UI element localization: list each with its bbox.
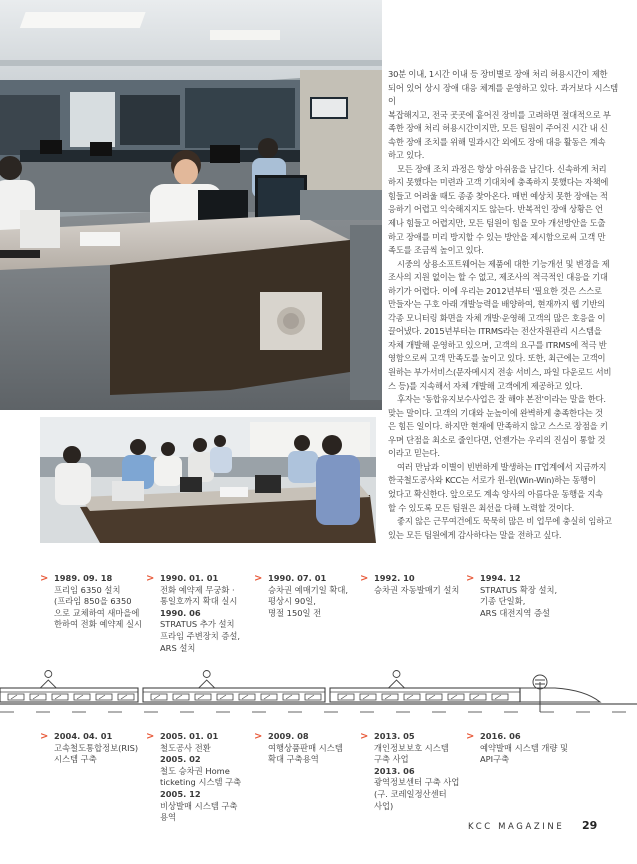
article-line: 조사의 지원 없이는 할 수 없고, 제조사의 적극적인 대응을 기대 xyxy=(388,272,608,283)
timeline-top-item xyxy=(146,573,252,654)
article-line: 만들자'는 구호 아래 개발능력을 배양하여, 현재까지 웹 기반의 xyxy=(388,299,605,310)
arrow-icon: > xyxy=(466,573,475,584)
timeline-text: 광역정보센터 구축 사업 xyxy=(374,777,460,788)
train-window-glare xyxy=(429,695,435,699)
train-window xyxy=(360,694,376,700)
train-window-glare xyxy=(242,695,248,699)
article-line: 하기가 어렵다. 이에 우리는 2012년부터 '필요한 것은 스스로 xyxy=(388,285,602,296)
arrow-icon: > xyxy=(146,573,155,584)
train-window xyxy=(426,694,442,700)
timeline-text: STRATUS 확장 설치, xyxy=(480,584,558,595)
train-window-glare xyxy=(286,695,292,699)
timeline-text: 프리임 6350 설치 xyxy=(54,584,121,595)
article-line: 있는 모든 팀원에게 감사하다는 말을 전하고 싶다. xyxy=(388,529,562,540)
office-photo-team xyxy=(40,417,376,543)
timeline-text: 명절 150일 전 xyxy=(268,607,322,618)
arrow-icon: > xyxy=(254,731,263,742)
article-line: 맞는 말이다. 고객의 기대와 눈높이에 완벽하게 충족한다는 것 xyxy=(388,407,603,418)
timeline-text: 철도 승차권 Home xyxy=(160,765,230,776)
timeline-top-item xyxy=(466,573,572,619)
timeline-bottom-item xyxy=(466,731,572,766)
article-line: 우며 단점을 최소로 줄인다면, 언젠가는 우리의 진심이 통할 것 xyxy=(388,434,606,445)
timeline-text: 전화 예약제 무궁화 · xyxy=(160,584,235,595)
timeline-text: 확대 구축용역 xyxy=(268,754,319,765)
timeline-date: 1989. 09. 18 xyxy=(54,573,113,583)
train-window xyxy=(283,694,299,700)
article-line: 되어 있어 상시 장애 대응 체계를 운영하고 있다. 과거보다 시스템이 xyxy=(388,82,618,107)
article-line: 속한 장애 조치를 위해 밀과시간 외에도 장애 대응 활동은 계속 xyxy=(388,136,606,147)
train-window-glare xyxy=(451,695,457,699)
article-line: 좋지 않은 근무여건에도 묵묵히 많은 비 업무에 충실히 임하고 xyxy=(397,516,612,527)
train-window xyxy=(382,694,398,700)
arrow-icon: > xyxy=(146,731,155,742)
train-window-glare xyxy=(473,695,479,699)
train-window xyxy=(470,694,486,700)
timeline-top-item xyxy=(254,573,360,619)
article-line: 하지 못했다는 미련과 고객 기대치에 충족하지 못했다는 자책에 xyxy=(388,177,609,188)
train-window xyxy=(52,694,68,700)
timeline-text: (프라임 850을 6350 xyxy=(54,596,132,607)
article-line: 끌어냈다. 2015년부터는 ITRMS라는 전산자원관리 시스템을 xyxy=(388,326,602,337)
train-car xyxy=(330,688,520,702)
timeline-text: 통일호까지 확대 실시 xyxy=(160,596,238,607)
train-window-glare xyxy=(176,695,182,699)
article-paragraph xyxy=(388,515,618,542)
timeline-text: 구축 사업 xyxy=(374,754,409,765)
arrow-icon: > xyxy=(254,573,263,584)
timeline-date: 1992. 10 xyxy=(374,573,415,583)
magazine-name: KCC MAGAZINE xyxy=(468,822,565,832)
timeline-text: 으로 교체하여 새마을에 xyxy=(54,607,140,618)
pantograph-head xyxy=(203,671,210,678)
timeline-date: 2005. 12 xyxy=(160,788,201,799)
train-window xyxy=(261,694,277,700)
timeline-date: 1994. 12 xyxy=(480,573,521,583)
timeline-text: 고속철도통합정보(RIS) xyxy=(54,742,139,753)
train-window-glare xyxy=(198,695,204,699)
timeline-text: 비상발매 시스템 구축 xyxy=(160,800,238,811)
pantograph xyxy=(40,680,56,688)
timeline-date: 1990. 07. 01 xyxy=(268,573,327,583)
timeline-text: ARS 대전지역 증설 xyxy=(480,607,551,618)
train-window xyxy=(239,694,255,700)
train-timeline-graphic xyxy=(0,652,637,722)
train-window xyxy=(8,694,24,700)
timeline-date: 2009. 08 xyxy=(268,731,309,741)
train-window xyxy=(448,694,464,700)
train-window-glare xyxy=(55,695,61,699)
timeline-bottom-item xyxy=(40,731,146,766)
article-line: 자체 개발해 운영하고 있으며, 고객의 요구를 ITRMS에 적극 반 xyxy=(388,339,607,350)
timeline-date: 2016. 06 xyxy=(480,731,521,741)
train-window xyxy=(173,694,189,700)
timeline-text: 시스템 구축 xyxy=(54,754,97,765)
pantograph-head xyxy=(393,671,400,678)
timeline-text: 사업) xyxy=(374,800,394,811)
arrow-icon: > xyxy=(40,573,49,584)
article-line: 이라고 믿는다. xyxy=(388,448,440,459)
article-line: 하고 있다. xyxy=(388,150,425,161)
train-window xyxy=(96,694,112,700)
article-line: 족한 장애 처리 허용시간이지만, 모든 팀원이 주어진 시간 내 신 xyxy=(388,123,608,134)
article-line: 힘들고 어려울 때도 종종 찾아온다. 매번 예상치 못한 장애는 적 xyxy=(388,190,608,201)
timeline-top-item xyxy=(40,573,146,631)
timeline-date: 1990. 06 xyxy=(160,607,201,618)
timeline-text: ticketing 시스템 구축 xyxy=(160,777,242,788)
article-line: 족도를 조금씩 높이고 있다. xyxy=(388,245,484,256)
train-window xyxy=(74,694,90,700)
article-paragraph xyxy=(388,68,618,163)
arrow-icon: > xyxy=(466,731,475,742)
timeline-text: 철도공사 전환 xyxy=(160,742,211,753)
train-window-glare xyxy=(385,695,391,699)
timeline-text: 개인정보보호 시스템 xyxy=(374,742,449,753)
train-nose xyxy=(520,688,600,702)
train-window-glare xyxy=(121,695,127,699)
article-line: 제나 힘들고 어렵지만, 모든 팀원이 힘을 모아 개선방안을 도출 xyxy=(388,218,606,229)
arrow-icon: > xyxy=(40,731,49,742)
train-window xyxy=(305,694,321,700)
article-paragraph xyxy=(388,163,618,258)
train-window-glare xyxy=(363,695,369,699)
timeline-text: STRATUS 추가 설치 xyxy=(160,619,235,630)
article-paragraph xyxy=(388,393,618,461)
timeline-text: 여행상품판매 시스템 xyxy=(268,742,343,753)
timeline-text: 기종 단일화, xyxy=(480,596,526,607)
timeline-date: 2004. 04. 01 xyxy=(54,731,113,741)
train-window xyxy=(217,694,233,700)
train-window-glare xyxy=(220,695,226,699)
article-line: 후자는 '동합유지보수사업은 잘 해야 본전'이라는 말을 한다. xyxy=(397,394,606,405)
train-window-glare xyxy=(99,695,105,699)
timeline-text: 프라임 주변장치 증설, xyxy=(160,630,241,641)
article-line: 은 힘든 일이다. 하지만 현재에 만족하지 않고 스스로 장점을 키 xyxy=(388,421,608,432)
train-window-glare xyxy=(154,695,160,699)
timeline-text: 용역 xyxy=(160,812,177,823)
train-window xyxy=(404,694,420,700)
timeline-date: 2013. 05 xyxy=(374,731,415,741)
train-window-glare xyxy=(407,695,413,699)
train-window xyxy=(30,694,46,700)
page-number: 29 xyxy=(582,819,598,832)
arrow-icon: > xyxy=(360,731,369,742)
article-line: 었다고 확신한다. 앞으로도 계속 양사의 아름다운 동행을 지속 xyxy=(388,488,603,499)
train-window-glare xyxy=(33,695,39,699)
train-window xyxy=(195,694,211,700)
timeline-text: 승차권 예매기일 확대, xyxy=(268,584,349,595)
article-line: 하고 장애를 미리 방지할 수 있는 방안을 제시함으로써 고객 만 xyxy=(388,231,606,242)
train-window xyxy=(151,694,167,700)
article-line: 각종 모니터링 화면을 자체 개발·운영해 고객의 많은 호응을 이 xyxy=(388,312,606,323)
article-paragraph xyxy=(388,258,618,393)
timeline-date: 1990. 01. 01 xyxy=(160,573,219,583)
train-window xyxy=(338,694,354,700)
article-line: 원하는 부가서비스(문자메시지 전송 서비스, 파일 다운로드 서비 xyxy=(388,367,612,378)
timeline-date: 2005. 02 xyxy=(160,754,201,765)
train-window-glare xyxy=(495,695,501,699)
timeline-bottom-item xyxy=(360,731,466,812)
article-line: 할 수 있도록 모든 팀원은 최선을 다해 노력할 것이다. xyxy=(388,502,575,513)
timeline-text: 승차권 자동발매기 설치 xyxy=(374,584,460,595)
article-line: 모든 장애 조치 과정은 항상 아쉬움을 남긴다. 신속하게 처리 xyxy=(397,163,607,174)
article-line: 응하기 어렵고 익숙해지지도 않는다. 반복적인 장애 상황은 언 xyxy=(388,204,603,215)
train-window-glare xyxy=(341,695,347,699)
timeline-date: 2013. 06 xyxy=(374,765,415,776)
timeline-text: 평상시 90일, xyxy=(268,596,316,607)
pantograph xyxy=(199,680,215,688)
article-line: 영함으로써 고객 만족도를 높이고 있다. 또한, 최근에는 고객이 xyxy=(388,353,606,364)
timeline-text: ARS 설치 xyxy=(160,642,196,653)
timeline-top-item xyxy=(360,573,466,596)
article-line: 스 등)를 지속해서 자체 개발해 고객에게 제공하고 있다. xyxy=(388,380,583,391)
train-window-glare xyxy=(264,695,270,699)
article-line: 한국철도공사와 KCC는 서로가 윈-윈(Win-Win)하는 동행이 xyxy=(388,475,596,486)
timeline-text: 한하여 전화 예약제 실시 xyxy=(54,619,143,630)
article-paragraph xyxy=(388,461,618,515)
pantograph xyxy=(389,680,405,688)
timeline-text: 예약발매 시스템 개량 및 xyxy=(480,742,569,753)
train-window-glare xyxy=(77,695,83,699)
train-window-glare xyxy=(308,695,314,699)
train-window-glare xyxy=(11,695,17,699)
timeline-bottom-item xyxy=(254,731,360,766)
article-line: 복잡해지고, 전국 곳곳에 흩어진 장비를 고려하면 절대적으로 부 xyxy=(388,109,611,120)
arrow-icon: > xyxy=(360,573,369,584)
timeline-text: API구축 xyxy=(480,754,510,765)
office-photo-main xyxy=(0,0,382,410)
pantograph-head xyxy=(45,671,52,678)
article-body xyxy=(388,68,618,542)
timeline-text: (구. 코레일정산센터 xyxy=(374,788,447,799)
article-line: 여러 만남과 이별이 빈번하게 발생하는 IT업계에서 지금까지 xyxy=(397,461,607,472)
timeline-date: 2005. 01. 01 xyxy=(160,731,219,741)
article-line: 시중의 상용소프트웨어는 제품에 대한 기능개선 및 변경을 제 xyxy=(397,258,610,269)
timeline-bottom-item xyxy=(146,731,252,824)
article-line: 30분 이내, 1시간 이내 등 장비별로 장애 처리 허용시간이 제한 xyxy=(388,69,608,79)
train-window xyxy=(492,694,508,700)
train-window xyxy=(118,694,134,700)
